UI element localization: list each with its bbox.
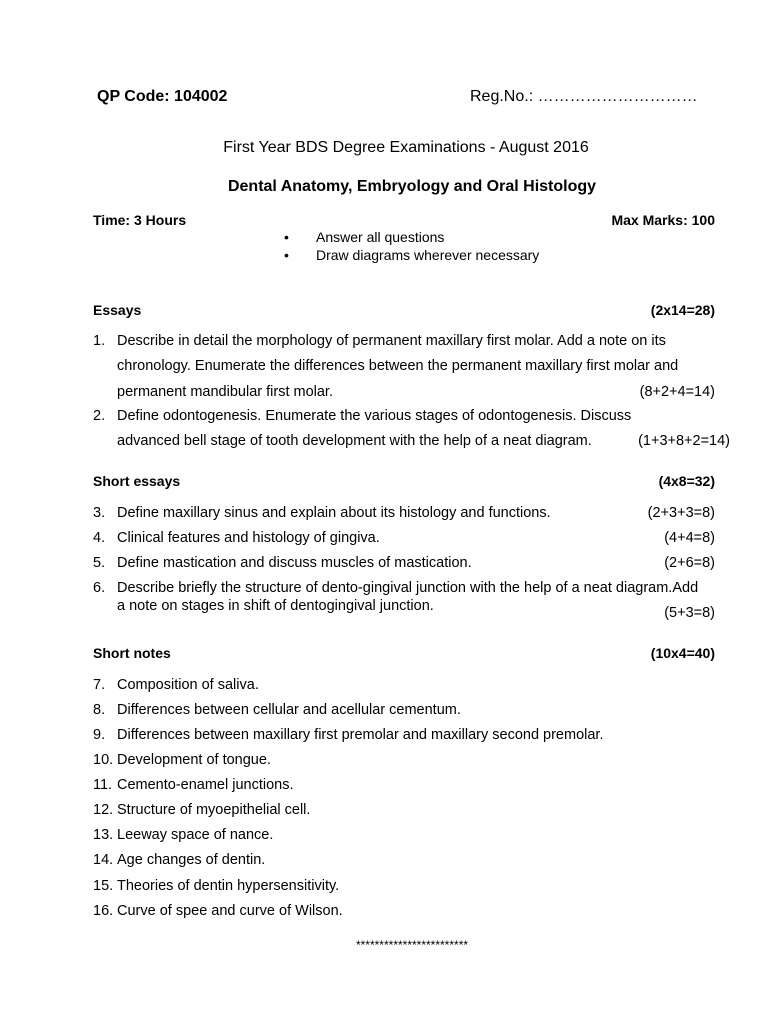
question-number: 6. [93, 580, 106, 596]
question-marks: (5+3=8) [664, 605, 715, 621]
question-marks: (4+4=8) [664, 530, 715, 546]
instruction-item [284, 247, 539, 263]
question-number: 7. [93, 677, 106, 693]
question-number: 5. [93, 555, 106, 571]
short-essays-heading: Short essays [93, 473, 181, 489]
exam-title: First Year BDS Degree Examinations - August 2016 [223, 139, 589, 156]
question-text: Cemento-enamel junctions. [117, 777, 294, 793]
question-number: 13. [93, 827, 114, 843]
bullet-icon: • [284, 229, 289, 245]
question-text: Differences between cellular and acellular cementum. [117, 702, 461, 718]
question-text: Development of tongue. [117, 752, 271, 768]
question-text: permanent mandibular first molar. [117, 384, 333, 400]
short-notes-marks: (10x4=40) [650, 645, 715, 661]
reg-no: Reg.No.: ………………………… [470, 88, 698, 105]
question-number: 9. [93, 727, 106, 743]
question-text: Theories of dentin hypersensitivity. [117, 878, 340, 894]
short-essays-marks: (4x8=32) [658, 473, 715, 489]
bullet-icon: • [284, 247, 289, 263]
question-text: Age changes of dentin. [117, 852, 266, 868]
question-number: 2. [93, 408, 106, 424]
essays-marks: (2x14=28) [650, 302, 715, 318]
question-number: 12. [93, 802, 114, 818]
time-label: Time: 3 Hours [93, 212, 187, 228]
question-text: Differences between maxillary first premolar and maxillary second premolar. [117, 727, 604, 743]
question-marks: (2+3+3=8) [647, 505, 715, 521]
question-marks: (8+2+4=14) [639, 384, 715, 400]
question-number: 11. [93, 777, 113, 793]
question-text: Describe briefly the structure of dento-gingival junction with the help of a neat diagram.Add [117, 580, 699, 596]
question-text: Curve of spee and curve of Wilson. [117, 903, 343, 919]
question-number: 15. [93, 878, 114, 894]
question-text: Leeway space of nance. [117, 827, 274, 843]
question-text: Composition of saliva. [117, 677, 259, 693]
question-marks: (1+3+8+2=14) [638, 433, 730, 449]
question-number: 16. [93, 903, 114, 919]
question-text: advanced bell stage of tooth development with the help of a neat diagram. [117, 433, 592, 449]
question-text: Define mastication and discuss muscles of mastication. [117, 555, 472, 571]
instruction-text: Answer all questions [316, 229, 445, 245]
short-notes-heading: Short notes [93, 645, 171, 661]
question-number: 1. [93, 333, 106, 349]
footer-asterisks: ************************ [355, 938, 469, 952]
instruction-text: Draw diagrams wherever necessary [316, 247, 540, 263]
question-number: 4. [93, 530, 106, 546]
question-text: Clinical features and histology of gingiva. [117, 530, 380, 546]
max-marks-label: Max Marks: 100 [611, 212, 715, 228]
question-text: chronology. Enumerate the differences between the permanent maxillary first molar and [117, 358, 679, 374]
subject-title: Dental Anatomy, Embryology and Oral Histology [227, 178, 597, 195]
question-number: 3. [93, 505, 106, 521]
question-number: 14. [93, 852, 114, 868]
question-number: 8. [93, 702, 106, 718]
question-text: Structure of myoepithelial cell. [117, 802, 311, 818]
question-marks: (2+6=8) [664, 555, 715, 571]
question-text: Describe in detail the morphology of permanent maxillary first molar. Add a note on its [117, 333, 666, 349]
question-number: 10. [93, 752, 114, 768]
qp-code: QP Code: 104002 [97, 88, 228, 105]
instruction-item [284, 229, 444, 245]
essays-heading: Essays [93, 302, 142, 318]
question-text: Define odontogenesis. Enumerate the various stages of odontogenesis. Discuss [117, 408, 632, 424]
question-text: Define maxillary sinus and explain about its histology and functions. [117, 505, 551, 521]
question-text: a note on stages in shift of dentogingival junction. [117, 598, 434, 614]
